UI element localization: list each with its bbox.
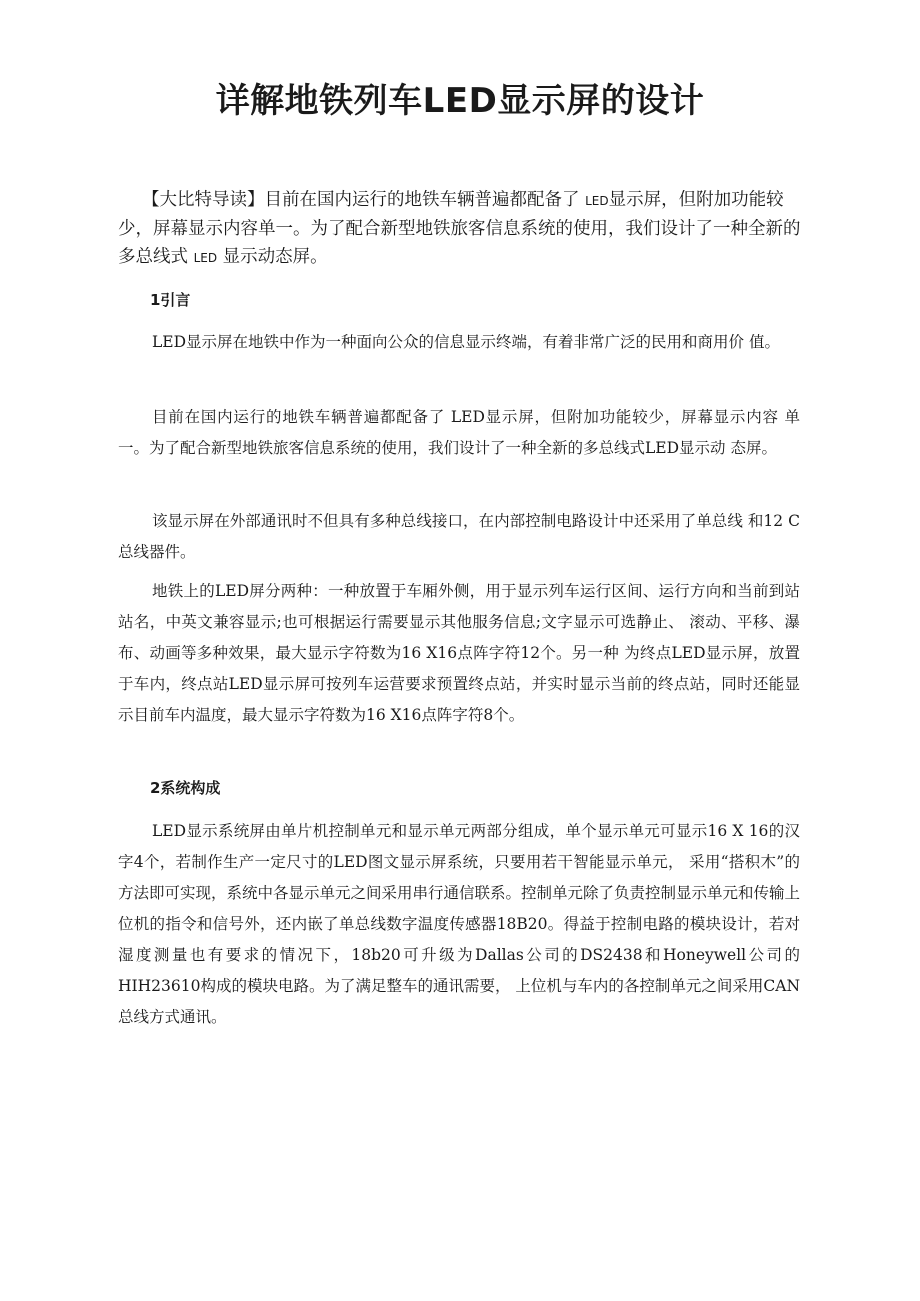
lead-text-prefix: 【大比特导读】目前在国内运行的地铁车辆普遍都配备了: [142, 190, 586, 210]
document-title: 详解地铁列车LED显示屏的设计: [215, 81, 705, 121]
body-paragraph: LED显示屏在地铁中作为一种面向公众的信息显示终端，有着非常广泛的民用和商用价 值。: [152, 333, 780, 351]
lead-led-term-2: LED: [193, 251, 218, 265]
body-paragraph: 地铁上的LED屏分两种：一种放置于车厢外侧，用于显示列车运行区间、运行方向和当前到站站名，中英文兼容显示;也可根据运行需要显示其他服务信息;文字显示可选静止、 滚动、平移、瀑布、动画等多种效果，最大显示字符数为16 X16点阵字符12个。另一种 为终点LED显示屏，放置于车内，终点站LED显示屏可按列车运营要求预置终点站，并实时显示当前的终点站，同时还能显示目前车内温度，最大显示字符数为16 X16点阵字符8个。: [118, 582, 800, 724]
lead-paragraph: [118, 186, 808, 272]
section-heading-system-composition: 2系统构成: [150, 779, 221, 797]
lead-text-suffix: 显示动态屏。: [217, 247, 328, 267]
lead-led-term-1: LED: [585, 194, 609, 208]
section-heading-introduction: 1引言: [150, 291, 191, 309]
lead-text-middle: 显示屏，但附加功能较少，屏幕显示内容单一。为了配合新型地铁旅客信息系统的使用，我们设计了一种全新的多总线式: [118, 190, 801, 267]
body-paragraph: 该显示屏在外部通讯时不但具有多种总线接口，在内部控制电路设计中还采用了单总线 和12 C总线器件。: [118, 512, 800, 561]
body-paragraph: LED显示系统屏由单片机控制单元和显示单元两部分组成，单个显示单元可显示16 X 16的汉字4个，若制作生产一定尺寸的LED图文显示屏系统，只要用若干智能显示单元， 采用“搭积木”的方法即可实现，系统中各显示单元之间采用串行通信联系。控制单元除了负责控制显示单元和传输上位机的指令和信号外，还内嵌了单总线数字温度传感器18B20。得益于控制电路的模块设计，若对湿度测量也有要求的情况下，18b20可升级为Dallas公司的DS2438和Honeywell公司的HIH23610构成的模块电路。为了满足整车的通讯需要， 上位机与车内的各控制单元之间采用CAN总线方式通讯。: [118, 822, 801, 1026]
body-paragraph: 目前在国内运行的地铁车辆普遍都配备了 LED显示屏，但附加功能较少，屏幕显示内容 单一。为了配合新型地铁旅客信息系统的使用，我们设计了一种全新的多总线式LED显示动 态屏。: [118, 408, 800, 457]
